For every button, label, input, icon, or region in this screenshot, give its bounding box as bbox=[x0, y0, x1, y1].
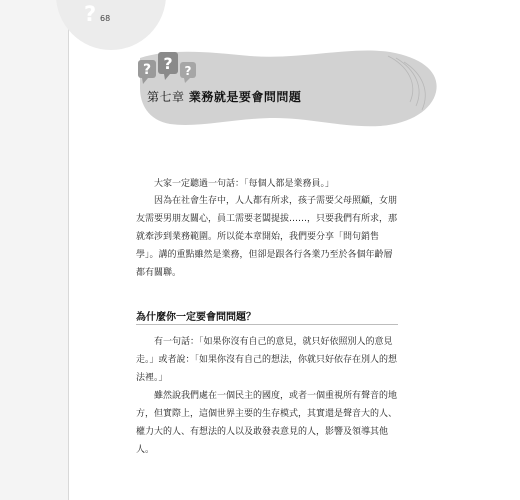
page-number: 68 bbox=[100, 14, 111, 23]
intro-text-1: 大家一定聽過一句話：「每個人都是業務員。」 bbox=[154, 179, 335, 189]
chapter-number: 第七章 bbox=[147, 90, 185, 104]
section-text-2: 雖然說我們處在一個民主的國度，或者一個重視所有聲音的地方，但實際上，這個世界主要的生存模式，其實還是聲音大的人、權力大的人、有想法的人以及敢發表意見的人，影響及領導其他人。 bbox=[136, 391, 398, 455]
intro-paragraph-1 bbox=[136, 175, 398, 193]
svg-text:?: ? bbox=[163, 54, 173, 73]
section-paragraph-2 bbox=[136, 387, 398, 459]
question-mark-icon: ? bbox=[84, 2, 97, 26]
svg-text:?: ? bbox=[142, 62, 152, 78]
section-heading: 為什麼你一定要會問問題？ bbox=[136, 312, 256, 323]
svg-text:?: ? bbox=[184, 64, 192, 78]
question-bubbles-icon bbox=[136, 52, 198, 90]
section-text-1: 有一句話：「如果你沒有自己的意見，就只好依照別人的意見走。」或者說：「如果你沒有自己的想法，你就只好依存在別人的想法裡。」 bbox=[136, 337, 398, 383]
chapter-name: 業務就是要會問問題 bbox=[188, 90, 302, 104]
section-divider bbox=[136, 324, 398, 325]
section-paragraph-1 bbox=[136, 333, 398, 387]
chapter-title bbox=[147, 88, 301, 105]
intro-paragraph-2 bbox=[136, 192, 398, 282]
intro-text-2: 因為在社會生存中，人人都有所求，孩子需要父母照顧，女朋友需要男朋友關心，員工需要老闆提拔……，只要我們有所求，那就牽涉到業務範圍。所以從本章開始，我們要分享「問句銷售學」。講的重點雖然是業務，但卻是跟各行各業乃至於各個年齡層都有關聯。 bbox=[136, 196, 398, 278]
